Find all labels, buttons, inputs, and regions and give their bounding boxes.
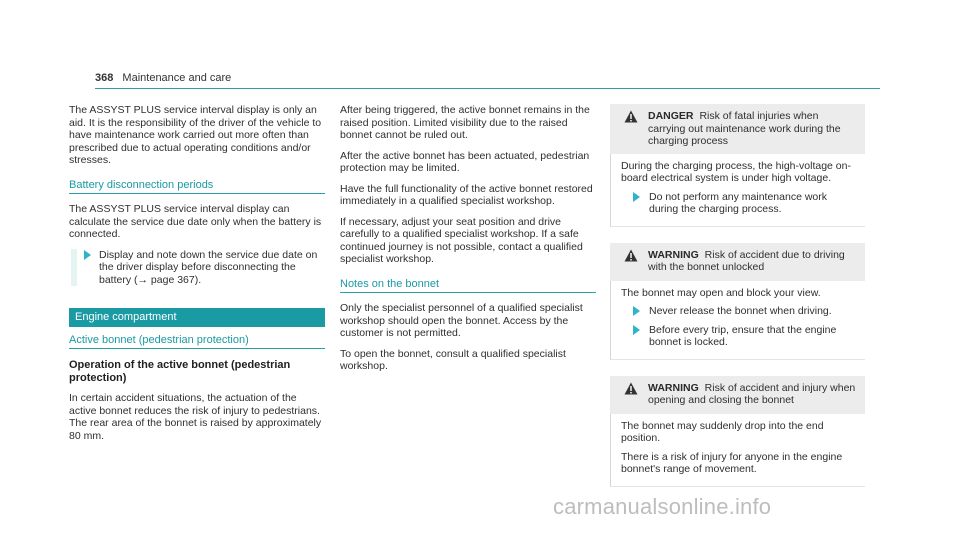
warning-title: Risk of accident due to driving with the bonnet unlocked: [648, 248, 845, 273]
warning-header: [610, 243, 865, 281]
arrow-right-icon: [84, 250, 91, 260]
warning-step-text: Before every trip, ensure that the engine bonnet is locked.: [649, 323, 837, 348]
notes-paragraph-1: Only the specialist personnel of a qualified specialist workshop should open the bonnet. Access by the customer is not permitted.: [340, 302, 583, 339]
paragraph-adjust: If necessary, adjust your seat position and drive carefully to a qualified specialist workshop. If a safe continued journey is not possible, contact a qualified specialist workshop.: [340, 215, 583, 265]
warning-body: [610, 414, 865, 487]
battery-heading: Battery disconnection periods: [69, 179, 325, 195]
warning-step-text: Do not perform any maintenance work during the charging process.: [649, 190, 828, 215]
warning-type: WARNING: [648, 381, 699, 394]
warning-title: Risk of fatal injuries when carrying out maintenance work during the charging process: [648, 110, 841, 147]
warning-triangle-icon: [624, 249, 638, 262]
warning-triangle-icon: [624, 382, 638, 395]
column-middle: [340, 104, 596, 381]
paragraph-restore: Have the full functionality of the active bonnet restored immediately in a qualified specialist workshop.: [340, 182, 593, 207]
warning-step: [621, 305, 857, 318]
paragraph-protection: After the active bonnet has been actuated, pedestrian protection may be limited.: [340, 149, 590, 174]
warning-type: DANGER: [648, 110, 694, 122]
warning-step-text: Never release the bonnet when driving.: [649, 305, 832, 317]
danger-box: [610, 104, 865, 227]
page-number: 368: [95, 72, 114, 84]
warning-header: [610, 376, 865, 414]
warning-box-opening: [610, 376, 865, 487]
warning-title: Risk of accident and injury when opening and closing the bonnet: [648, 381, 856, 406]
warning-body: [610, 281, 865, 360]
warning-body: [610, 154, 865, 227]
paragraph-raised: After being triggered, the active bonnet remains in the raised position. Limited visibility due to the raised bonnet cannot be ruled out.: [340, 104, 590, 141]
column-right: [610, 104, 865, 503]
warning-box-unlocked: [610, 243, 865, 360]
battery-text: The ASSYST PLUS service interval display can calculate the service due date only when the battery is connected.: [69, 203, 322, 240]
arrow-right-icon: [633, 306, 640, 316]
operation-text: In certain accident situations, the actuation of the active bonnet reduces the risk of injury to pedestrians. The rear area of the bonnet is raised by approximately 80 mm.: [69, 392, 322, 442]
header-rule: [95, 88, 880, 89]
warning-text: During the charging process, the high-voltage on-board electrical system is under high voltage.: [621, 159, 851, 184]
watermark: carmanualsonline.info: [553, 494, 772, 519]
warning-text: The bonnet may suddenly drop into the end position.: [621, 419, 824, 444]
warning-step: [621, 324, 857, 349]
battery-step: [71, 249, 325, 287]
active-bonnet-heading: Active bonnet (pedestrian protection): [69, 334, 325, 350]
arrow-right-icon: [633, 192, 640, 202]
warning-triangle-icon: [624, 110, 638, 123]
notes-paragraph-2: To open the bonnet, consult a qualified specialist workshop.: [340, 347, 566, 372]
intro-paragraph: The ASSYST PLUS service interval display is only an aid. It is the responsibility of the driver of the vehicle to have maintenance work carried out more often than prescribed due to actual operating conditions and/or stresses.: [69, 104, 322, 166]
section-title: Maintenance and care: [122, 72, 232, 84]
warning-header: [610, 104, 865, 154]
warning-step: [621, 191, 857, 216]
page-header: [95, 72, 231, 84]
operation-heading: Operation of the active bonnet (pedestrian protection): [69, 359, 291, 384]
battery-step-text: Display and note down the service due date on the driver display before disconnecting the battery (→ page 367).: [99, 248, 318, 286]
arrow-right-icon: [633, 325, 640, 335]
warning-text: The bonnet may open and block your view.: [621, 286, 821, 299]
warning-type: WARNING: [648, 248, 699, 261]
engine-compartment-bar: Engine compartment: [69, 308, 325, 327]
column-left: [69, 104, 325, 450]
warning-text: There is a risk of injury for anyone in the engine bonnet's range of movement.: [621, 450, 843, 475]
notes-heading: Notes on the bonnet: [340, 278, 596, 294]
